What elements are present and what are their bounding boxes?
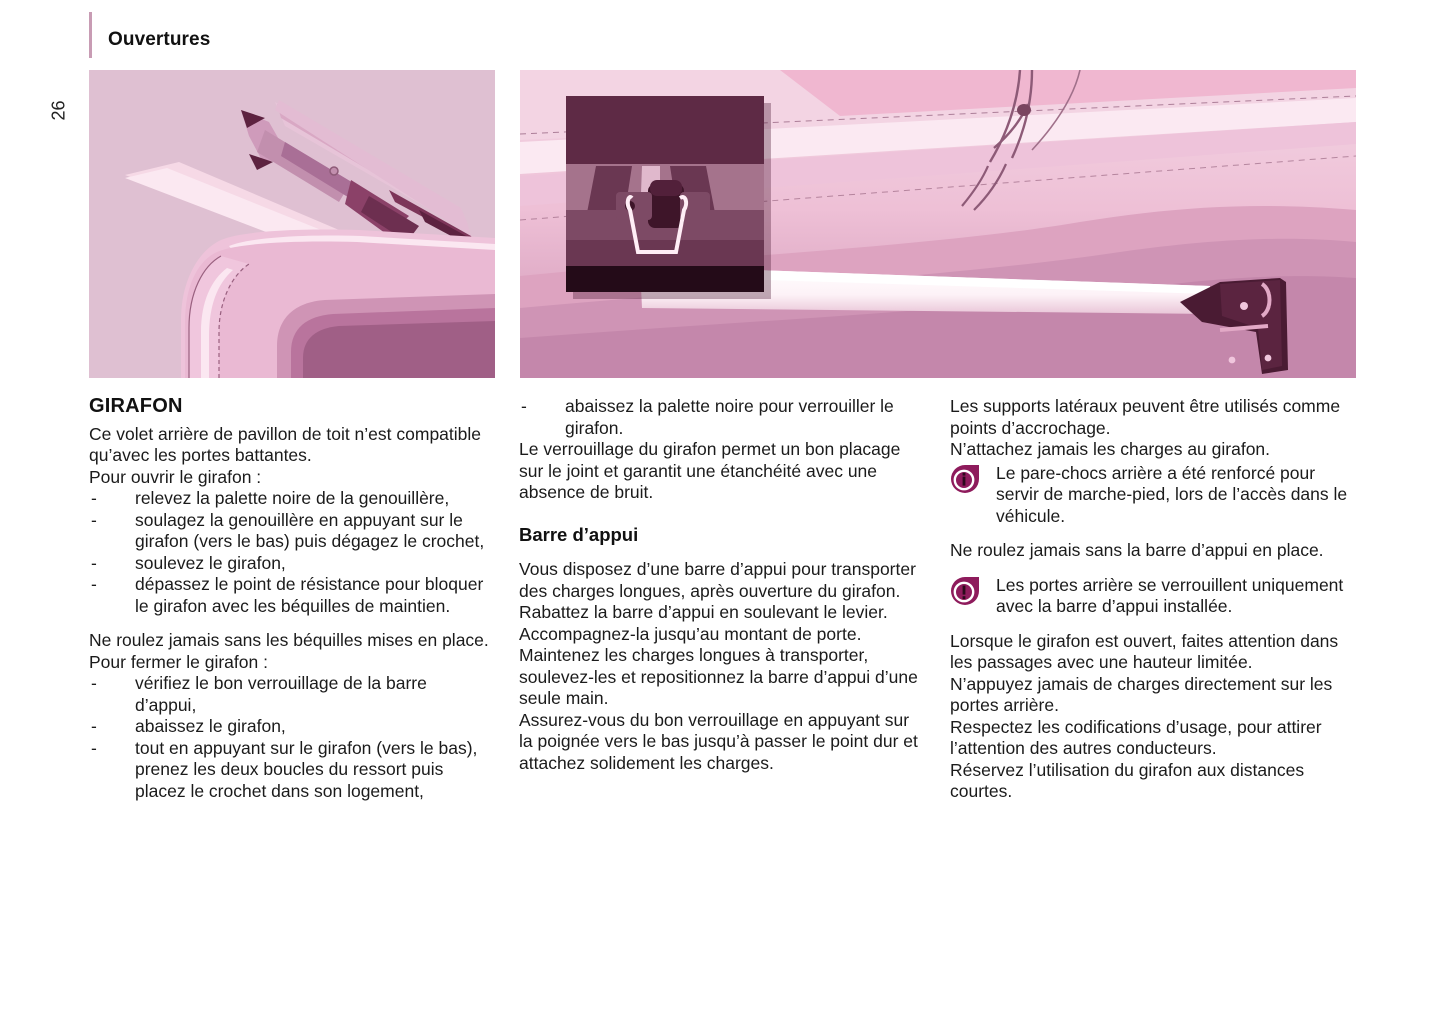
warning-icon-glyph xyxy=(950,576,980,606)
callout-info-bumper xyxy=(950,463,1354,528)
list-item-label: tout en appuyant sur le girafon (vers le bas), prenez les deux boucles du ressort puis placez le crochet dans son logement, xyxy=(135,737,478,801)
section-title-girafon: GIRAFON xyxy=(89,395,183,417)
height-limit-warning: Lorsque le girafon est ouvert, faites attention dans les passages avec une hauteur limitée. xyxy=(950,630,1339,672)
text-column-1 xyxy=(89,396,489,802)
girafon-close-steps-list xyxy=(89,673,489,802)
list-item-label: soulagez la genouillère en appuyant sur le girafon (vers le bas) puis dégagez le crochet, xyxy=(135,509,485,551)
support-bar-illustration xyxy=(520,70,1356,378)
page-header-title: Ouvertures xyxy=(108,29,211,50)
supports-lateraux-note: Les supports latéraux peuvent être utilisés comme points d’accrochage. xyxy=(950,396,1341,438)
barre-paragraph-4: Maintenez les charges longues à transporter, soulevez-les et repositionnez la barre d’appui d’une seule main. xyxy=(519,645,918,708)
figure-roof-hatch-open xyxy=(89,70,495,378)
list-item xyxy=(89,574,489,617)
info-icon xyxy=(950,464,980,494)
warning-icon xyxy=(950,576,980,606)
girafon-lock-note: Le verrouillage du girafon permet un bon placage sur le joint et garantit une étanchéité avec une absence de bruit. xyxy=(519,439,901,502)
list-dash: - xyxy=(521,396,527,416)
list-item-label: soulevez le girafon, xyxy=(135,552,286,573)
no-drive-without-bar-warning: Ne roulez jamais sans la barre d’appui en place. xyxy=(950,540,1324,560)
callout-info-text: Le pare-chocs arrière a été renforcé pour servir de marche-pied, lors de l’accès dans le véhicule. xyxy=(996,462,1348,526)
no-attach-warning: N’attachez jamais les charges au girafon. xyxy=(950,439,1271,459)
page-number: 26 xyxy=(48,100,69,121)
girafon-intro-paragraph: Ce volet arrière de pavillon de toit n’est compatible qu’avec les portes battantes. xyxy=(89,423,482,465)
list-item-label: abaissez le girafon, xyxy=(135,716,286,736)
list-item xyxy=(89,553,489,575)
list-dash: - xyxy=(91,737,97,758)
girafon-open-lead: Pour ouvrir le girafon : xyxy=(89,466,262,487)
girafon-close-lead: Pour fermer le girafon : xyxy=(89,651,268,672)
barre-paragraph-2: Rabattez la barre d’appui en soulevant le levier. xyxy=(519,602,888,622)
figure-support-bar-installed xyxy=(520,70,1356,378)
list-item xyxy=(519,396,923,439)
girafon-bequilles-warning: Ne roulez jamais sans les béquilles mises en place. xyxy=(89,630,489,650)
header-accent-rule xyxy=(89,12,92,58)
roof-hatch-illustration xyxy=(89,70,495,378)
callout-warning-text: Les portes arrière se verrouillent uniquement avec la barre d’appui installée. xyxy=(996,574,1344,616)
no-load-on-doors-warning: N’appuyez jamais de charges directement sur les portes arrière. xyxy=(950,673,1333,715)
girafon-close-steps-continued xyxy=(519,396,923,439)
list-item xyxy=(89,488,489,510)
barre-paragraph-5: Assurez-vous du bon verrouillage en appuyant sur la poignée vers le bas jusqu’à passer le point dur et attachez solidement les charges. xyxy=(519,709,918,773)
list-item-label: relevez la palette noire de la genouillère, xyxy=(135,488,450,508)
list-dash: - xyxy=(91,673,97,693)
list-item xyxy=(89,716,489,738)
barre-paragraph-1: Vous disposez d’une barre d’appui pour transporter des charges longues, après ouverture du girafon. xyxy=(519,559,916,601)
callout-warning-rear-doors xyxy=(950,575,1354,618)
list-item xyxy=(89,510,489,553)
list-dash: - xyxy=(91,716,97,736)
list-dash: - xyxy=(91,574,97,594)
list-dash: - xyxy=(91,509,97,530)
list-dash: - xyxy=(91,488,97,508)
barre-paragraph-3: Accompagnez-la jusqu’au montant de porte. xyxy=(519,623,862,644)
list-item-label: dépassez le point de résistance pour bloquer le girafon avec les béquilles de maintien. xyxy=(135,574,484,616)
subsection-title-barre-dappui: Barre d’appui xyxy=(519,523,639,545)
list-dash: - xyxy=(91,552,97,573)
girafon-open-steps-list xyxy=(89,488,489,617)
list-item-label: vérifiez le bon verrouillage de la barre d’appui, xyxy=(135,673,427,715)
text-column-3 xyxy=(950,396,1354,803)
info-icon-glyph xyxy=(950,464,980,494)
short-distance-note: Réservez l’utilisation du girafon aux distances courtes. xyxy=(950,759,1305,801)
list-item xyxy=(89,738,489,803)
list-item-label: abaissez la palette noire pour verrouiller le girafon. xyxy=(565,396,894,438)
text-column-2 xyxy=(519,396,923,774)
codifications-usage-note: Respectez les codifications d’usage, pour attirer l’attention des autres conducteurs. xyxy=(950,716,1322,758)
list-item xyxy=(89,673,489,716)
